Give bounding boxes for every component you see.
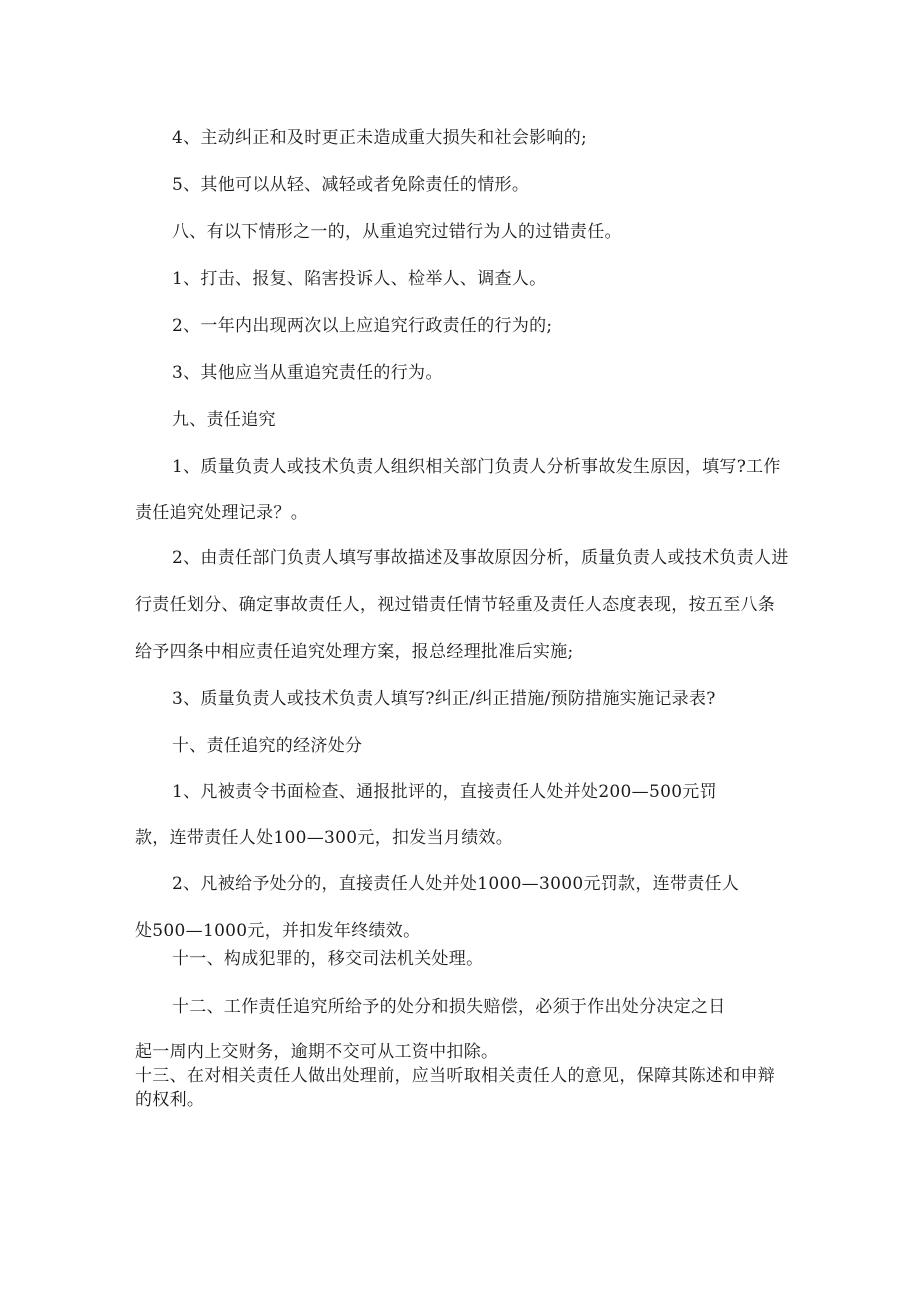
section-heading-11: 十一、构成犯罪的，移交司法机关处理。: [172, 949, 484, 969]
text-line-item-1-aggravating: 1、打击、报复、陷害投诉人、检举人、调查人。: [172, 269, 547, 289]
text-line-item-2-continued-b: 给予四条中相应责任追究处理方案，报总经理批准后实施;: [135, 642, 574, 662]
section-heading-13: 十三、在对相关责任人做出处理前，应当听取相关责任人的意见，保障其陈述和申辩: [135, 1066, 776, 1086]
text-line-item-3-aggravating: 3、其他应当从重追究责任的行为。: [172, 363, 443, 383]
text-line-item-5-mitigation: 5、其他可以从轻、减轻或者免除责任的情形。: [172, 175, 530, 195]
text-line-item-2-continued-a: 行责任划分、确定事故责任人，视过错责任情节轻重及责任人态度表现，按五至八条: [135, 595, 776, 615]
text-line-item-2-investigation: 2、由责任部门负责人填写事故描述及事故原因分析，质量负责人或技术负责人进: [172, 548, 789, 568]
section-heading-8: 八、有以下情形之一的，从重追究过错行为人的过错责任。: [172, 222, 622, 242]
section-heading-10: 十、责任追究的经济处分: [172, 736, 363, 756]
section-heading-9: 九、责任追究: [172, 410, 276, 430]
text-line-item-2-aggravating: 2、一年内出现两次以上应追究行政责任的行为的;: [172, 316, 553, 336]
text-line-item-1-continued: 责任追究处理记录？。: [135, 503, 308, 523]
text-line-item-3-investigation: 3、质量负责人或技术负责人填写?纠正/纠正措施/预防措施实施记录表?: [172, 689, 716, 709]
text-line-item-2-penalty: 2、凡被给予处分的，直接责任人处并处1000—3000元罚款，连带责任人: [172, 874, 740, 894]
text-line-section-13-continued: 的权利。: [135, 1090, 205, 1110]
text-line-item-1-penalty: 1、凡被责令书面检查、通报批评的，直接责任人处并处200—500元罚: [172, 782, 717, 802]
text-line-item-4-mitigation: 4、主动纠正和及时更正未造成重大损失和社会影响的;: [172, 128, 588, 148]
text-line-item-2-penalty-continued: 处500—1000元，并扣发年终绩效。: [135, 921, 421, 941]
text-line-item-1-investigation: 1、质量负责人或技术负责人组织相关部门负责人分析事故发生原因，填写?工作: [172, 457, 781, 477]
text-line-section-12-continued: 起一周内上交财务，逾期不交可从工资中扣除。: [135, 1042, 499, 1062]
section-heading-12: 十二、工作责任追究所给予的处分和损失赔偿，必须于作出处分决定之日: [172, 997, 726, 1017]
text-line-item-1-penalty-continued: 款，连带责任人处100—300元，扣发当月绩效。: [135, 828, 514, 848]
